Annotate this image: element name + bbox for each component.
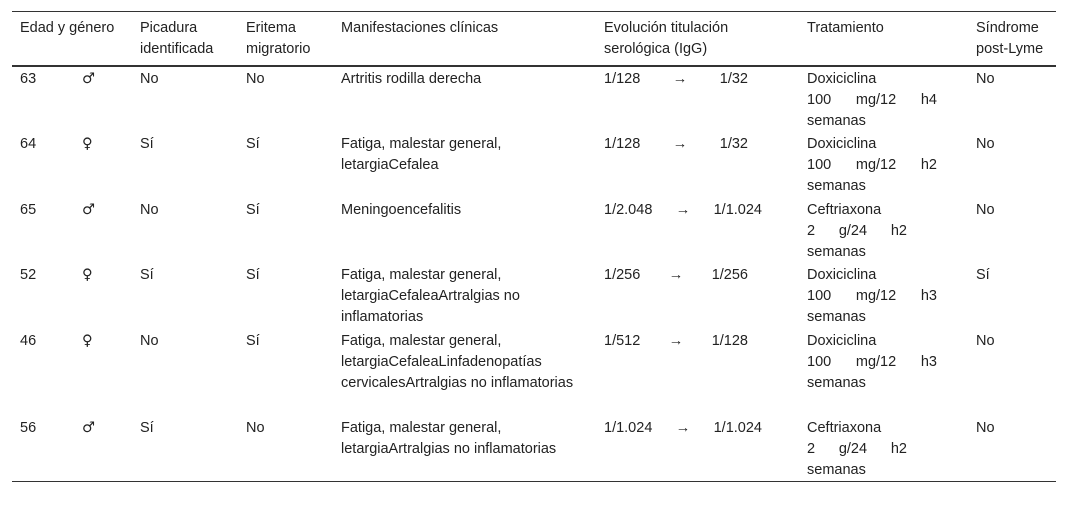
gender-symbol-icon: ♂ bbox=[82, 71, 95, 87]
titer-initial: 1/1.024 bbox=[604, 420, 653, 436]
dose-unit: g/24 bbox=[838, 223, 868, 239]
titer-final: 1/256 bbox=[711, 267, 748, 283]
header-tratamiento: Tratamiento bbox=[799, 12, 968, 67]
cell-sindrome: No bbox=[976, 333, 995, 349]
cell-eritema: Sí bbox=[246, 333, 260, 349]
cell-manifestaciones: Fatiga, malestar general, letargiaCefalea bbox=[341, 136, 502, 173]
dose-unit: mg/12 bbox=[855, 288, 897, 304]
age-value: 64 bbox=[20, 136, 37, 152]
dose-unit: mg/12 bbox=[855, 354, 897, 370]
age-value: 46 bbox=[20, 333, 37, 349]
gender-symbol-icon: ♀ bbox=[82, 267, 93, 283]
age-value: 65 bbox=[20, 202, 37, 218]
cell-eritema: Sí bbox=[246, 202, 260, 218]
cell-picadura: Sí bbox=[140, 136, 154, 152]
cell-evolucion bbox=[596, 66, 799, 132]
dose-interval: h2 bbox=[920, 157, 937, 173]
arrow-right-icon: → bbox=[672, 136, 688, 152]
drug-name: Ceftriaxona bbox=[807, 420, 882, 436]
arrow-right-icon: → bbox=[668, 267, 684, 283]
cell-manifestaciones: Artritis rodilla derecha bbox=[341, 71, 482, 87]
dose-interval: h2 bbox=[890, 223, 907, 239]
cell-edad-genero bbox=[12, 263, 132, 329]
header-picadura: Picadura identificada bbox=[132, 12, 238, 67]
cell-tratamiento bbox=[799, 329, 968, 416]
dose-interval: h4 bbox=[920, 92, 937, 108]
dose-interval: h3 bbox=[920, 288, 937, 304]
cell-eritema: No bbox=[246, 71, 265, 87]
duration-unit: semanas bbox=[807, 309, 866, 325]
cell-sindrome: No bbox=[976, 71, 995, 87]
dose-amount: 100 bbox=[807, 92, 832, 108]
header-evolucion: Evolución titulación serológica (IgG) bbox=[596, 12, 799, 67]
dose-amount: 2 bbox=[807, 441, 816, 457]
arrow-right-icon: → bbox=[675, 202, 691, 218]
cell-tratamiento bbox=[799, 263, 968, 329]
cell-edad-genero bbox=[12, 329, 132, 416]
cell-manifestaciones: Fatiga, malestar general, letargiaCefaleaArtralgias no inflamatorias bbox=[341, 267, 520, 325]
dose-unit: g/24 bbox=[838, 441, 868, 457]
cell-edad-genero bbox=[12, 66, 132, 132]
duration-unit: semanas bbox=[807, 375, 866, 391]
titer-final: 1/1.024 bbox=[713, 202, 762, 218]
dose-amount: 100 bbox=[807, 354, 832, 370]
duration-unit: semanas bbox=[807, 462, 866, 478]
header-row bbox=[12, 12, 1056, 67]
dose-unit: mg/12 bbox=[855, 157, 897, 173]
header-manifestaciones: Manifestaciones clínicas bbox=[333, 12, 596, 67]
cell-tratamiento bbox=[799, 416, 968, 482]
dose-interval: h3 bbox=[920, 354, 937, 370]
gender-symbol-icon: ♂ bbox=[82, 420, 95, 436]
cell-manifestaciones: Meningoencefalitis bbox=[341, 202, 462, 218]
dose-unit: mg/12 bbox=[855, 92, 897, 108]
titer-final: 1/32 bbox=[719, 71, 748, 87]
dose-amount: 100 bbox=[807, 288, 832, 304]
drug-name: Doxiciclina bbox=[807, 136, 877, 152]
cell-picadura: Sí bbox=[140, 267, 154, 283]
cell-tratamiento bbox=[799, 198, 968, 263]
gender-symbol-icon: ♀ bbox=[82, 136, 93, 152]
cell-tratamiento bbox=[799, 132, 968, 198]
cell-picadura: Sí bbox=[132, 416, 238, 482]
clinical-cases-table bbox=[12, 11, 1056, 482]
drug-name: Doxiciclina bbox=[807, 71, 877, 87]
cell-tratamiento bbox=[799, 66, 968, 132]
duration-unit: semanas bbox=[807, 178, 866, 194]
duration-unit: semanas bbox=[807, 244, 866, 260]
titer-final: 1/32 bbox=[719, 136, 748, 152]
header-sindrome: Síndrome post-Lyme bbox=[968, 12, 1056, 67]
arrow-right-icon: → bbox=[675, 420, 691, 436]
dose-amount: 100 bbox=[807, 157, 832, 173]
cell-picadura: No bbox=[140, 333, 159, 349]
header-edad: Edad y género bbox=[12, 12, 132, 67]
cell-edad-genero bbox=[12, 198, 132, 263]
titer-initial: 1/2.048 bbox=[604, 202, 653, 218]
dose-amount: 2 bbox=[807, 223, 816, 239]
table-row bbox=[12, 132, 1056, 198]
table-row bbox=[12, 198, 1056, 263]
cell-eritema: Sí bbox=[246, 267, 260, 283]
age-value: 63 bbox=[20, 71, 37, 87]
cell-evolucion bbox=[596, 329, 799, 416]
drug-name: Ceftriaxona bbox=[807, 202, 882, 218]
titer-initial: 1/256 bbox=[604, 267, 641, 283]
gender-symbol-icon: ♂ bbox=[82, 202, 95, 218]
cell-edad-genero bbox=[12, 416, 132, 482]
drug-name: Doxiciclina bbox=[807, 333, 877, 349]
cell-picadura: No bbox=[140, 71, 159, 87]
age-value: 56 bbox=[20, 420, 37, 436]
cell-eritema: No bbox=[238, 416, 333, 482]
cell-sindrome: No bbox=[968, 416, 1056, 482]
titer-initial: 1/128 bbox=[604, 71, 641, 87]
cell-eritema: Sí bbox=[246, 136, 260, 152]
cell-manifestaciones: Fatiga, malestar general, letargiaArtralgias no inflamatorias bbox=[333, 416, 596, 482]
age-value: 52 bbox=[20, 267, 37, 283]
header-eritema: Eritema migratorio bbox=[238, 12, 333, 67]
cell-evolucion bbox=[596, 416, 799, 482]
duration-unit: semanas bbox=[807, 113, 866, 129]
table-row bbox=[12, 329, 1056, 416]
cell-picadura: No bbox=[140, 202, 159, 218]
titer-initial: 1/128 bbox=[604, 136, 641, 152]
table-row bbox=[12, 263, 1056, 329]
titer-final: 1/128 bbox=[711, 333, 748, 349]
cell-evolucion bbox=[596, 198, 799, 263]
table-row bbox=[12, 416, 1056, 482]
drug-name: Doxiciclina bbox=[807, 267, 877, 283]
arrow-right-icon: → bbox=[672, 71, 688, 87]
titer-final: 1/1.024 bbox=[713, 420, 762, 436]
gender-symbol-icon: ♀ bbox=[82, 333, 93, 349]
cell-evolucion bbox=[596, 132, 799, 198]
dose-interval: h2 bbox=[890, 441, 907, 457]
cell-manifestaciones: Fatiga, malestar general, letargiaCefaleaLinfadenopatías cervicalesArtralgias no inflamatorias bbox=[341, 333, 574, 391]
cell-edad-genero bbox=[12, 132, 132, 198]
cell-sindrome: No bbox=[976, 202, 995, 218]
cell-sindrome: No bbox=[976, 136, 995, 152]
titer-initial: 1/512 bbox=[604, 333, 641, 349]
arrow-right-icon: → bbox=[668, 333, 684, 349]
table-row bbox=[12, 66, 1056, 132]
cell-evolucion bbox=[596, 263, 799, 329]
cell-sindrome: Sí bbox=[976, 267, 990, 283]
